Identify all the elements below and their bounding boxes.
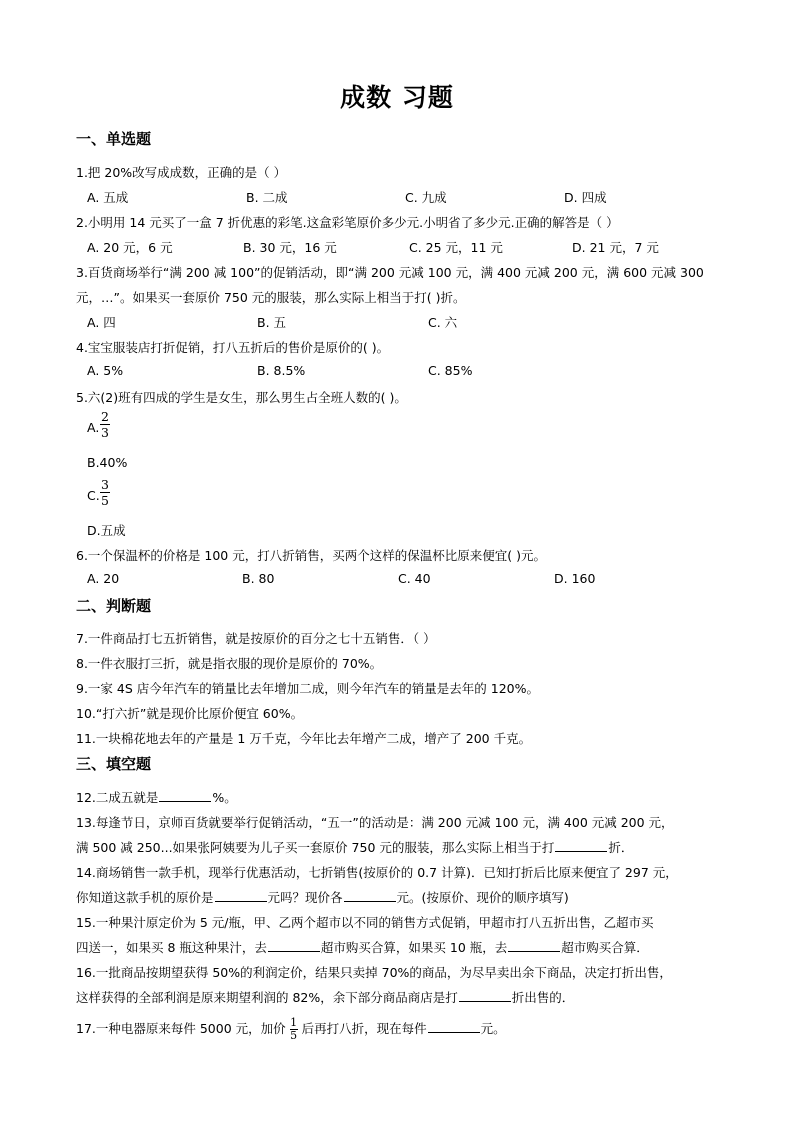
section-heading-true-false: 二、判断题 xyxy=(76,597,152,615)
question-3-line-1: 3.百货商场举行“满 200 减 100”的促销活动，即“满 200 元减 100 元，满 400 元减 200 元，满 600 元减 300 xyxy=(76,265,704,280)
question-13-line-2 xyxy=(76,838,633,856)
question-16-line-1: 16.一批商品按期望获得 50%的利润定价，结果只卖掉 70%的商品，为尽早卖出余下商品，决定打折出售， xyxy=(76,965,672,980)
question-13-suffix: 折． xyxy=(608,840,634,855)
answer-blank[interactable] xyxy=(459,990,511,1002)
q2-option-c: C. 25 元，11 元 xyxy=(409,240,503,255)
answer-blank[interactable] xyxy=(268,940,320,952)
q2-option-b: B. 30 元，16 元 xyxy=(243,240,337,255)
question-15-line-2 xyxy=(76,938,649,956)
question-4: 4.宝宝服装店打折促销，打八五折后的售价是原价的( )。 xyxy=(76,340,390,355)
question-12-text: 12.二成五就是 xyxy=(76,790,159,805)
answer-blank[interactable] xyxy=(555,840,607,852)
fraction-numerator: 3 xyxy=(101,477,109,492)
question-1: 1.把 20%改写成成数，正确的是（ ） xyxy=(76,165,287,180)
fraction-denominator: 3 xyxy=(101,425,109,440)
question-16-suffix: 折出售的． xyxy=(511,990,575,1005)
q5-option-d: D.五成 xyxy=(87,523,126,538)
q1-option-b: B. 二成 xyxy=(246,190,288,205)
fraction-denominator: 5 xyxy=(290,1029,298,1042)
q5-option-a-label: A. xyxy=(87,420,100,435)
question-17 xyxy=(76,1017,506,1042)
q2-option-a: A. 20 元，6 元 xyxy=(87,240,173,255)
question-12-suffix: %。 xyxy=(212,790,237,805)
question-14-line-1: 14.商场销售一款手机，现举行优惠活动，七折销售(按原价的 0.7 计算)．已知打折后比原来便宜了 297 元， xyxy=(76,865,678,880)
question-14-suffix: 元。(按原价、现价的顺序填写) xyxy=(396,890,569,905)
fraction-numerator: 1 xyxy=(290,1016,298,1029)
answer-blank[interactable] xyxy=(344,890,396,902)
question-3-line-2: 元，…”。如果买一套原价 750 元的服装，那么实际上相当于打( )折。 xyxy=(76,290,466,305)
q6-option-c: C. 40 xyxy=(398,571,431,586)
question-2: 2.小明用 14 元买了一盒 7 折优惠的彩笔.这盒彩笔原价多少元.小明省了多少元.正确的解答是（ ） xyxy=(76,215,619,230)
q3-option-a: A. 四 xyxy=(87,315,116,330)
question-10: 10.“打六折”就是现价比原价便宜 60%。 xyxy=(76,706,304,721)
question-13-text: 满 500 减 250...如果张阿姨要为儿子买一套原价 750 元的服装，那么实际上相当于打 xyxy=(76,840,555,855)
q3-option-b: B. 五 xyxy=(257,315,287,330)
q1-option-d: D. 四成 xyxy=(564,190,607,205)
question-17-mid: 后再打八折，现在每件 xyxy=(301,1021,427,1036)
page-title: 成数 习题 xyxy=(340,83,454,112)
question-13-line-1: 13.每逢节日，京师百货就要举行促销活动，“五一”的活动是：满 200 元减 100 元，满 400 元减 200 元， xyxy=(76,815,674,830)
q5-option-b: B.40% xyxy=(87,455,128,470)
question-17-text: 17.一种电器原来每件 5000 元，加价 xyxy=(76,1021,286,1036)
question-6: 6.一个保温杯的价格是 100 元，打八折销售，买两个这样的保温杯比原来便宜( )元。 xyxy=(76,548,546,563)
answer-blank[interactable] xyxy=(215,890,267,902)
question-14-mid: 元吗？现价各 xyxy=(267,890,343,905)
question-17-suffix: 元。 xyxy=(480,1021,506,1036)
q4-option-c: C. 85% xyxy=(428,363,473,378)
fraction-denominator: 5 xyxy=(101,493,109,508)
q6-option-a: A. 20 xyxy=(87,571,120,586)
question-9: 9.一家 4S 店今年汽车的销量比去年增加二成，则今年汽车的销量是去年的 120%。 xyxy=(76,681,539,696)
q5-option-a-fraction xyxy=(99,409,111,440)
q3-option-c: C. 六 xyxy=(428,315,458,330)
q6-option-d: D. 160 xyxy=(554,571,596,586)
q1-option-c: C. 九成 xyxy=(405,190,447,205)
q5-option-c-label: C. xyxy=(87,488,100,503)
q4-option-b: B. 8.5% xyxy=(257,363,306,378)
question-15-suffix: 超市购买合算． xyxy=(561,940,649,955)
question-15-line-1: 15.一种果汁原定价为 5 元/瓶，甲、乙两个超市以不同的销售方式促销，甲超市打八五折出售，乙超市买 xyxy=(76,915,654,930)
answer-blank[interactable] xyxy=(508,940,560,952)
question-16-line-2 xyxy=(76,988,574,1006)
question-16-text: 这样获得的全部利润是原来期望利润的 82%，余下部分商品商店是打 xyxy=(76,990,458,1005)
answer-blank[interactable] xyxy=(428,1021,480,1033)
section-heading-fill-blank: 三、填空题 xyxy=(76,755,152,773)
question-15-text: 四送一，如果买 8 瓶这种果汁，去 xyxy=(76,940,267,955)
question-8: 8.一件衣服打三折，就是指衣服的现价是原价的 70%。 xyxy=(76,656,383,671)
q6-option-b: B. 80 xyxy=(242,571,275,586)
question-14-line-2 xyxy=(76,888,569,906)
q1-option-a: A. 五成 xyxy=(87,190,129,205)
question-11: 11.一块棉花地去年的产量是 1 万千克，今年比去年增产二成，增产了 200 千克。 xyxy=(76,731,532,746)
section-heading-single-choice: 一、单选题 xyxy=(76,130,152,148)
question-5: 5.六(2)班有四成的学生是女生，那么男生占全班人数的( )。 xyxy=(76,390,407,405)
question-7: 7.一件商品打七五折销售，就是按原价的百分之七十五销售．（ ） xyxy=(76,631,436,646)
q4-option-a: A. 5% xyxy=(87,363,124,378)
question-15-mid: 超市购买合算，如果买 10 瓶，去 xyxy=(320,940,508,955)
q2-option-d: D. 21 元，7 元 xyxy=(572,240,659,255)
q5-option-c-fraction xyxy=(99,477,111,508)
question-12 xyxy=(76,788,237,806)
answer-blank[interactable] xyxy=(159,790,211,802)
question-14-text: 你知道这款手机的原价是 xyxy=(76,890,214,905)
fraction-numerator: 2 xyxy=(101,409,109,424)
question-17-fraction xyxy=(290,1017,298,1042)
